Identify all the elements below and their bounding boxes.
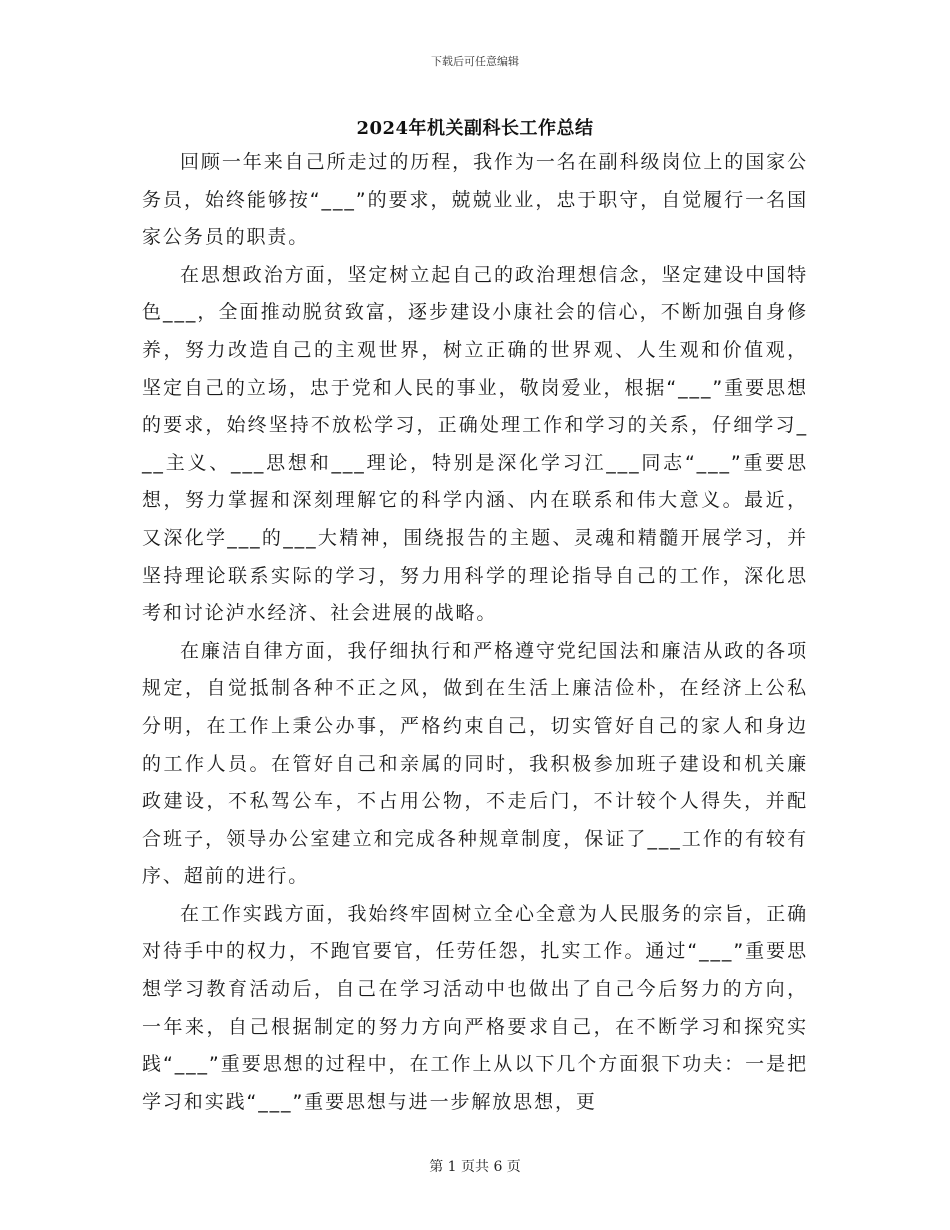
paragraph-review: 回顾一年来自己所走过的历程，我作为一名在副科级岗位上的国家公务员，始终能够按“___”的要求，兢兢业业，忠于职守，自觉履行一名国家公务员的职责。 xyxy=(142,151,808,249)
header-note: 下载后可任意编辑 xyxy=(431,55,519,68)
paragraph-integrity: 在廉洁自律方面，我仔细执行和严格遵守党纪国法和廉洁从政的各项规定，自觉抵制各种不正之风，做到在生活上廉洁俭朴，在经济上公私分明，在工作上秉公办事，严格约束自己，切实管好自己的家人和身边的工作人员。在管好自己和亲属的同时，我积极参加班子建设和机关廉政建设，不私驾公车，不占用公物，不走后门，不计较个人得失，并配合班子，领导办公室建立和完成各种规章制度，保证了___工作的有较有序、超前的进行。 xyxy=(142,639,808,888)
page-number: 第 1 页共 6 页 xyxy=(429,1159,521,1175)
paragraph-political: 在思想政治方面，坚定树立起自己的政治理想信念，坚定建设中国特色___，全面推动脱贫致富，逐步建设小康社会的信心，不断加强自身修养，努力改造自己的主观世界，树立正确的世界观、人生观和价值观，坚定自己的立场，忠于党和人民的事业，敬岗爱业，根据“___”重要思想的要求，始终坚持不放松学习，正确处理工作和学习的关系，仔细学习___主义、___思想和___理论，特别是深化学习江___同志“___”重要思想，努力掌握和深刻理解它的科学内涵、内在联系和伟大意义。最近，又深化学___的___大精神，围绕报告的主题、灵魂和精髓开展学习，并坚持理论联系实际的学习，努力用科学的理论指导自己的工作，深化思考和讨论泸水经济、社会进展的战略。 xyxy=(142,263,808,625)
document-title: 2024年机关副科长工作总结 xyxy=(356,118,594,139)
paragraph-work-practice: 在工作实践方面，我始终牢固树立全心全意为人民服务的宗旨，正确对待手中的权力，不跑官要官，任劳任怨，扎实工作。通过“___”重要思想学习教育活动后，自己在学习活动中也做出了自己今后努力的方向，一年来，自己根据制定的努力方向严格要求自己，在不断学习和探究实践“___”重要思想的过程中，在工作上从以下几个方面狠下功夫：一是把学习和实践“___”重要思想与进一步解放思想，更 xyxy=(142,902,808,1113)
document-body xyxy=(142,144,808,1121)
